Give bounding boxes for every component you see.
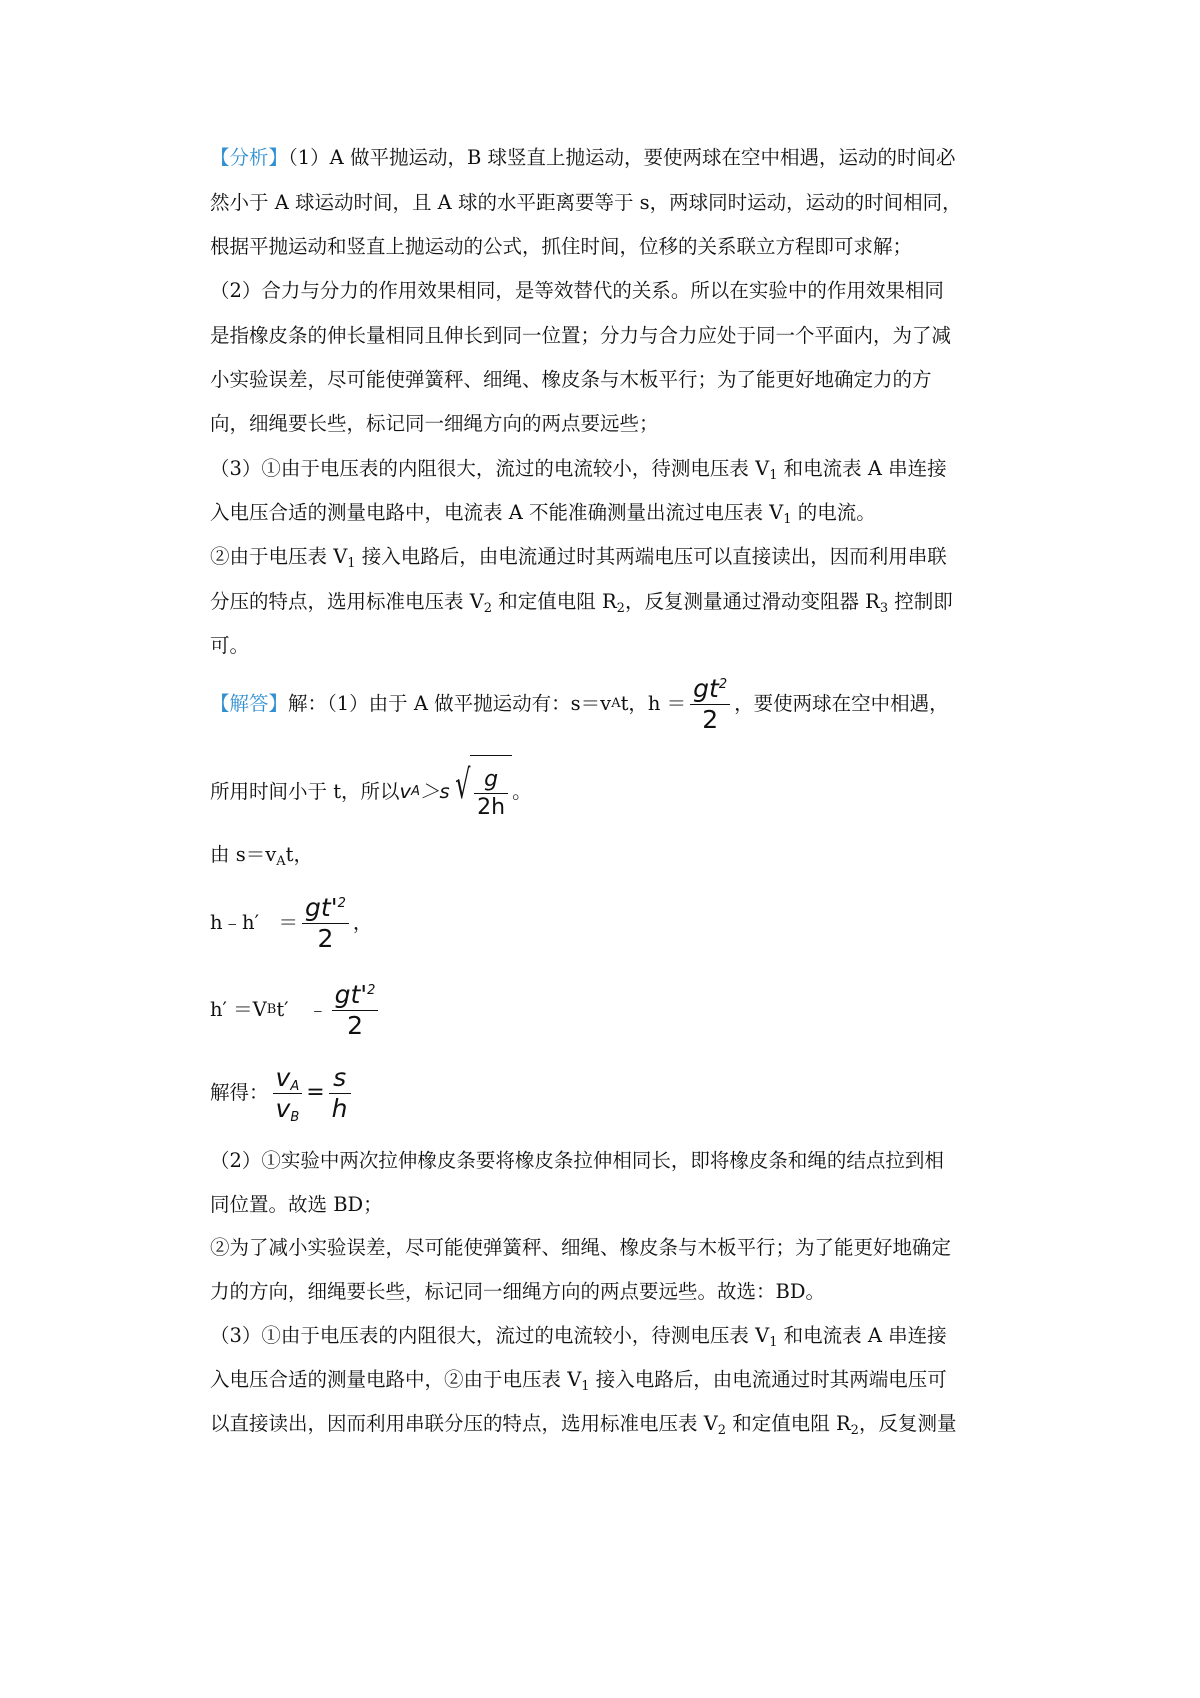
answer-line-4: h﹣h′ ＝ $\frac{gt'^2}{2}$ ，: [210, 892, 373, 953]
analysis-line-10: ②由于电压表 $V_1$ 接入电路后，由电流通过时其两端电压可以直接读出，因而利用串联: [210, 545, 947, 571]
answer-line-12: 入电压合适的测量电路中，②由于电压表 $V_1$ 接入电路后，由电流通过时其两端电压可: [210, 1368, 947, 1394]
analysis-line-9: 入电压合适的测量电路中，电流表 A 不能准确测量出流过电压表 $V_1$ 的电流。: [210, 501, 876, 527]
answer-line-9: ②为了减小实验误差，尽可能使弹簧秤、细绳、橡皮条与木板平行；为了能更好地确定: [210, 1236, 952, 1259]
analysis-line-1: 【分析】（1）A 做平抛运动，B 球竖直上抛运动，要使两球在空中相遇，运动的时间必: [210, 146, 956, 169]
answer-line-5: h′ ＝V B t′ ﹣ $\frac{gt'^2}{2}$: [210, 975, 382, 1045]
analysis-line-4: （2）合力与分力的作用效果相同，是等效替代的关系。所以在实验中的作用效果相同: [210, 279, 944, 302]
answer-line-13: 以直接读出，因而利用串联分压的特点，选用标准电压表 $V_2$ 和定值电阻 $R_2$，反复测量: [210, 1412, 957, 1438]
answer-line-7: （2）①实验中两次拉伸橡皮条要将橡皮条拉伸相同长，即将橡皮条和绳的结点拉到相: [210, 1149, 944, 1172]
fraction-gt-prime2-over-2-b: $\frac{gt'^2}{2}$: [332, 980, 379, 1041]
analysis-line-5: 是指橡皮条的伸长量相同且伸长到同一位置；分力与合力应处于同一个平面内，为了减: [210, 324, 952, 347]
fraction-s-over-h: $\frac{s}{h}$: [329, 1063, 351, 1124]
answer-line-6: 解得： $\frac{v_A}{v_B}$ = $\frac{s}{h}$: [210, 1058, 355, 1128]
analysis-line-2: 然小于 A 球运动时间，且 A 球的水平距离要等于 s，两球同时运动，运动的时间相同，: [210, 191, 962, 214]
answer-line-8: 同位置。故选 BD；: [210, 1193, 383, 1216]
answer-line-2: 所用时间小于 t，所以 v A ＞s √ $\frac{g}{2h}$ 。: [210, 755, 532, 828]
answer-line-1: 【解答】 解：（1）由于 A 做平抛运动有：s＝v A t，h ＝ $\frac{gt^2}{2}$ ，要使两球在空中相遇，: [210, 668, 949, 740]
answer-line-10: 力的方向，细绳要长些，标记同一细绳方向的两点要远些。故选：BD。: [210, 1280, 825, 1303]
analysis-line-8: （3）①由于电压表的内阻很大，流过的电流较小，待测电压表 $V_1$ 和电流表 A 串连接: [210, 457, 947, 483]
analysis-line-12: 可。: [210, 634, 250, 657]
analysis-line-7: 向，细绳要长些，标记同一细绳方向的两点要远些；: [210, 412, 659, 435]
analysis-tag: 【分析】: [210, 146, 289, 169]
answer-tag: 【解答】: [210, 692, 289, 715]
answer-line-3: 由 $s=v_At$，: [210, 843, 313, 869]
analysis-line-6: 小实验误差，尽可能使弹簧秤、细绳、橡皮条与木板平行；为了能更好地确定力的方: [210, 368, 932, 391]
fraction-gt2-over-2: $\frac{gt^2}{2}$: [690, 674, 730, 735]
answer-line-11: （3）①由于电压表的内阻很大，流过的电流较小，待测电压表 $V_1$ 和电流表 A 串连接: [210, 1324, 947, 1350]
sqrt-g-over-2h: √ $\frac{g}{2h}$: [450, 755, 512, 828]
fraction-va-over-vb: $\frac{v_A}{v_B}$: [273, 1063, 303, 1124]
fraction-gt-prime2-over-2: $\frac{gt'^2}{2}$: [302, 893, 349, 954]
analysis-line-3: 根据平抛运动和竖直上抛运动的公式，抓住时间，位移的关系联立方程即可求解；: [210, 235, 913, 258]
analysis-line-11: 分压的特点，选用标准电压表 $V_2$ 和定值电阻 $R_2$，反复测量通过滑动变阻器 $R_3$ 控制即: [210, 590, 953, 616]
